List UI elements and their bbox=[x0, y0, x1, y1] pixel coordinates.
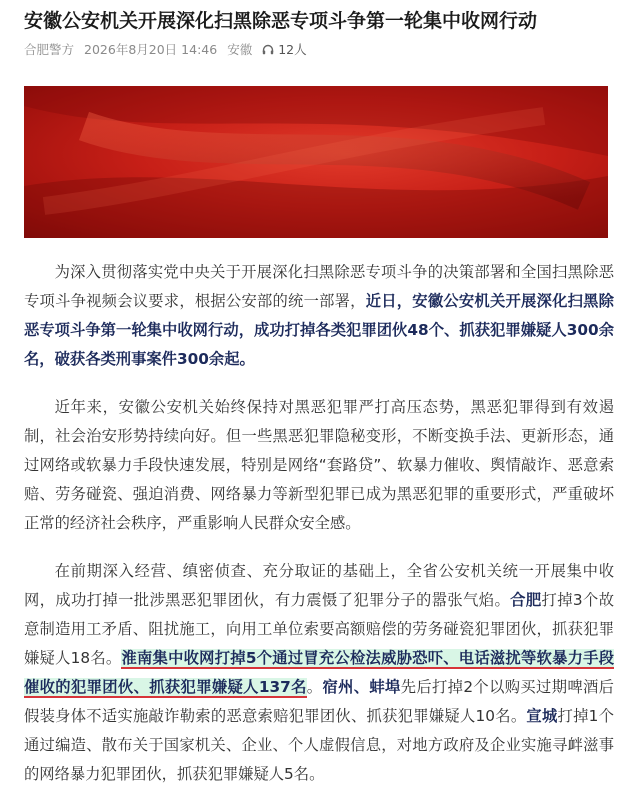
article-paragraph bbox=[24, 258, 614, 374]
bold-text: 宿州、蚌埠 bbox=[322, 678, 401, 696]
body-text: 在前期深入经营、缜密侦查、充分取证的基础上，全省公安机关统一开展集中收网，成功打掉一批涉黑恶犯罪团伙，有力震慑了犯罪分子的嚣张气焰。 bbox=[24, 562, 614, 609]
body-text: 先后打掉2个以购买过期啤酒后假装身体不适实施敲诈勒索的恶意索赔犯罪团伙、抓获犯罪嫌疑人10名。 bbox=[24, 678, 614, 725]
article-source[interactable]: 合肥警方 bbox=[24, 42, 75, 57]
body-text: 。 bbox=[306, 678, 323, 696]
headphones-icon bbox=[262, 44, 274, 55]
article-location: 安徽 bbox=[227, 42, 253, 57]
reader-count: 12人 bbox=[278, 42, 307, 57]
article-meta bbox=[24, 40, 317, 58]
article-paragraph bbox=[24, 557, 614, 789]
article-title: 安徽公安机关开展深化扫黑除恶专项斗争第一轮集中收网行动 bbox=[24, 10, 538, 32]
highlighted-text: 淮南集中收网打掉5个通过冒充公检法威胁恐吓、电话滋扰等软暴力手段催收的犯罪团伙、抓获犯罪嫌疑人137名 bbox=[24, 649, 614, 696]
body-text: 打掉3个故意制造用工矛盾、阻扰施工，向用工单位索要高额赔偿的劳务碰瓷犯罪团伙，抓获犯罪嫌疑人18名。 bbox=[24, 591, 614, 667]
bold-text: 近日，安徽公安机关开展深化扫黑除恶专项斗争第一轮集中收网行动，成功打掉各类犯罪团伙48个、抓获犯罪嫌疑人300余名，破获各类刑事案件300余起。 bbox=[24, 292, 614, 368]
bold-text: 合肥 bbox=[510, 591, 542, 609]
body-text: 近年来，安徽公安机关始终保持对黑恶犯罪严打高压态势，黑恶犯罪得到有效遏制，社会治安形势持续向好。但一些黑恶犯罪隐秘变形，不断变换手法、更新形态，通过网络或软暴力手段快速发展，特别是网络“套路贷”、软暴力催收、舆情敲诈、恶意索赔、劳务碰瓷、强迫消费、网络暴力等新型犯罪已成为黑恶犯罪的重要形式，严重破坏正常的经济社会秩序，严重影响人民群众安全感。 bbox=[24, 398, 614, 532]
body-text: 为深入贯彻落实党中央关于开展深化扫黑除恶专项斗争的决策部署和全国扫黑除恶专项斗争视频会议要求，根据公安部的统一部署， bbox=[24, 263, 614, 310]
article-body bbox=[24, 258, 614, 808]
article-paragraph bbox=[24, 393, 614, 538]
article-date: 2026年8月20日 14:46 bbox=[84, 42, 218, 57]
article-banner-image bbox=[24, 86, 608, 238]
body-text: 打掉1个通过编造、散布关于国家机关、企业、个人虚假信息，对地方政府及企业实施寻衅滋事的网络暴力犯罪团伙，抓获犯罪嫌疑人5名。 bbox=[24, 707, 614, 783]
bold-text: 宣城 bbox=[526, 707, 558, 725]
